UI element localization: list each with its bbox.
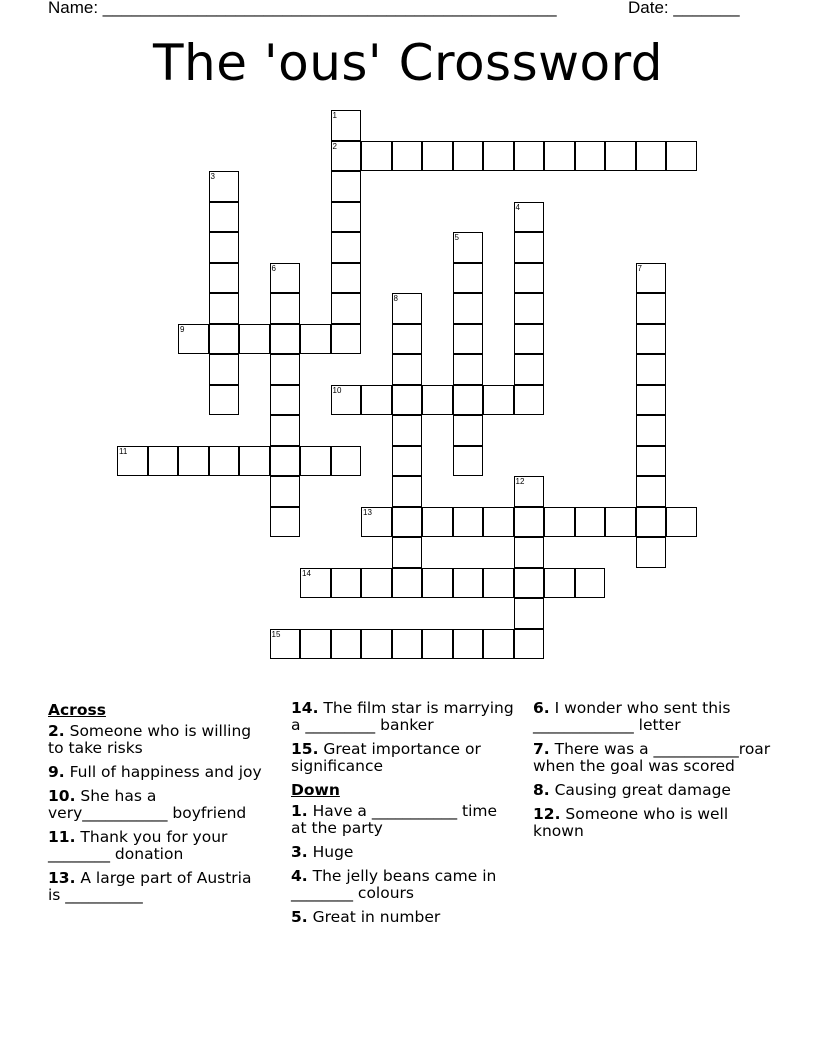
grid-cell[interactable] [331, 171, 362, 202]
grid-cell[interactable] [392, 568, 423, 599]
grid-cell[interactable] [392, 141, 423, 172]
grid-cell[interactable] [300, 446, 331, 477]
grid-cell[interactable] [575, 568, 606, 599]
clue-number: 4 [515, 202, 520, 212]
grid-cell[interactable] [453, 446, 484, 477]
grid-cell[interactable] [636, 354, 667, 385]
grid-cell[interactable] [636, 385, 667, 416]
grid-cell[interactable] [453, 507, 484, 538]
grid-cell[interactable] [392, 476, 423, 507]
clue-item-number: 8. [533, 781, 550, 799]
grid-cell[interactable] [453, 415, 484, 446]
grid-cell[interactable] [514, 293, 545, 324]
clue-item-text: Great importance or significance [291, 740, 481, 775]
grid-cell[interactable] [453, 141, 484, 172]
grid-cell[interactable] [361, 629, 392, 660]
grid-cell[interactable] [544, 141, 575, 172]
grid-cell[interactable] [575, 141, 606, 172]
clue-column-2 [291, 700, 516, 933]
clue-number: 15 [271, 629, 281, 639]
clue-number: 11 [119, 446, 128, 456]
clue-item [48, 764, 268, 781]
grid-cell[interactable] [239, 446, 270, 477]
grid-cell[interactable] [270, 354, 301, 385]
clue-item-text: There was a ___________roar when the goal was scored [533, 740, 771, 775]
grid-cell[interactable] [453, 293, 484, 324]
grid-cell[interactable] [331, 232, 362, 263]
grid-cell[interactable] [270, 385, 301, 416]
grid-cell[interactable] [178, 446, 209, 477]
grid-cell[interactable] [331, 263, 362, 294]
grid-cell[interactable] [300, 324, 331, 355]
grid-cell[interactable] [270, 507, 301, 538]
grid-cell[interactable] [361, 385, 392, 416]
grid-cell[interactable] [483, 629, 514, 660]
grid-cell[interactable] [209, 232, 240, 263]
grid-cell[interactable] [270, 629, 301, 660]
clue-number: 1 [332, 111, 337, 120]
grid-cell[interactable] [361, 568, 392, 599]
grid-cell[interactable] [514, 476, 545, 507]
clue-item [48, 870, 268, 904]
grid-cell[interactable] [453, 385, 484, 416]
grid-cell[interactable] [270, 324, 301, 355]
grid-cell[interactable] [209, 446, 240, 477]
grid-cell[interactable] [636, 263, 667, 294]
down-clue-list [291, 803, 516, 926]
grid-cell[interactable] [422, 141, 453, 172]
clue-item [533, 782, 773, 799]
grid-cell[interactable] [636, 446, 667, 477]
clue-item-text: Great in number [307, 908, 441, 926]
clue-item [291, 803, 516, 837]
grid-cell[interactable] [148, 446, 179, 477]
clue-number: 2 [332, 141, 337, 151]
grid-cell[interactable] [453, 629, 484, 660]
grid-cell[interactable] [392, 446, 423, 477]
clue-number: 8 [393, 294, 398, 303]
grid-cell[interactable] [514, 568, 545, 599]
grid-cell[interactable] [514, 537, 545, 568]
grid-cell[interactable] [331, 324, 362, 355]
grid-cell[interactable] [483, 568, 514, 599]
grid-cell[interactable] [331, 385, 362, 416]
grid-cell[interactable] [514, 324, 545, 355]
clue-number: 9 [180, 324, 185, 334]
clue-item-number: 14. [291, 699, 319, 717]
clue-item [533, 741, 773, 775]
grid-cell[interactable] [605, 507, 636, 538]
clue-item-text: She has a very___________ boyfriend [48, 787, 247, 822]
clue-item-text: Thank you for your ________ donation [48, 828, 228, 863]
grid-cell[interactable] [300, 568, 331, 599]
grid-cell[interactable] [331, 293, 362, 324]
clue-item-number: 15. [291, 740, 319, 758]
grid-cell[interactable] [453, 232, 484, 263]
grid-cell[interactable] [422, 385, 453, 416]
date-field-label: Date: _______ [628, 0, 740, 17]
grid-cell[interactable] [270, 293, 301, 324]
grid-cell[interactable] [331, 629, 362, 660]
clue-number: 7 [637, 263, 642, 273]
grid-cell[interactable] [392, 354, 423, 385]
grid-cell[interactable] [514, 385, 545, 416]
clue-item-number: 13. [48, 869, 76, 887]
clue-item-number: 1. [291, 802, 308, 820]
grid-cell[interactable] [453, 263, 484, 294]
clue-number: 12 [515, 477, 525, 486]
grid-cell[interactable] [361, 141, 392, 172]
grid-cell[interactable] [239, 324, 270, 355]
grid-cell[interactable] [666, 141, 697, 172]
grid-cell[interactable] [544, 568, 575, 599]
grid-cell[interactable] [270, 446, 301, 477]
grid-cell[interactable] [209, 385, 240, 416]
clue-item-text: Full of happiness and joy [64, 763, 262, 781]
grid-cell[interactable] [209, 354, 240, 385]
grid-cell[interactable] [270, 415, 301, 446]
grid-cell[interactable] [331, 446, 362, 477]
clue-number: 5 [454, 233, 459, 242]
clue-number: 3 [210, 172, 215, 181]
grid-cell[interactable] [331, 202, 362, 233]
grid-cell[interactable] [636, 141, 667, 172]
clue-item [291, 741, 516, 775]
grid-cell[interactable] [453, 324, 484, 355]
grid-cell[interactable] [483, 385, 514, 416]
grid-cell[interactable] [209, 324, 240, 355]
clue-item-text: Causing great damage [549, 781, 731, 799]
grid-cell[interactable] [636, 476, 667, 507]
grid-cell[interactable] [453, 354, 484, 385]
grid-cell[interactable] [392, 507, 423, 538]
grid-cell[interactable] [483, 507, 514, 538]
grid-cell[interactable] [361, 507, 392, 538]
clue-number: 14 [302, 568, 311, 578]
grid-cell[interactable] [392, 629, 423, 660]
grid-cell[interactable] [453, 568, 484, 599]
clue-item-text: The jelly beans came in ________ colours [291, 867, 497, 902]
grid-cell[interactable] [331, 568, 362, 599]
across-heading: Across [48, 701, 106, 719]
grid-cell[interactable] [270, 476, 301, 507]
clue-item-number: 2. [48, 722, 65, 740]
clue-item [48, 788, 268, 822]
grid-cell[interactable] [636, 507, 667, 538]
grid-cell[interactable] [392, 385, 423, 416]
clue-item [291, 844, 516, 861]
page-title: The 'ous' Crossword [152, 34, 664, 92]
clue-column-1 [48, 700, 268, 911]
grid-cell[interactable] [514, 598, 545, 629]
down-heading: Down [291, 781, 340, 799]
grid-cell[interactable] [636, 324, 667, 355]
grid-cell[interactable] [514, 629, 545, 660]
clue-item-number: 3. [291, 843, 308, 861]
grid-cell[interactable] [636, 293, 667, 324]
clue-item-text: Huge [307, 843, 354, 861]
grid-cell[interactable] [514, 232, 545, 263]
grid-cell[interactable] [514, 263, 545, 294]
grid-cell[interactable] [209, 263, 240, 294]
clue-item-text: Someone who is willing to take risks [48, 722, 252, 757]
name-field-label: Name: ________________________________________________ [48, 0, 557, 17]
grid-cell[interactable] [422, 568, 453, 599]
grid-cell[interactable] [575, 507, 606, 538]
grid-cell[interactable] [331, 141, 362, 172]
grid-cell[interactable] [666, 507, 697, 538]
clue-item-text: I wonder who sent this _____________ letter [533, 699, 731, 734]
grid-cell[interactable] [514, 507, 545, 538]
clue-item-number: 10. [48, 787, 76, 805]
grid-cell[interactable] [392, 537, 423, 568]
grid-cell[interactable] [117, 446, 148, 477]
across-clue-list-continued [291, 700, 516, 775]
grid-cell[interactable] [392, 415, 423, 446]
clue-item [533, 700, 773, 734]
down-clue-list-continued [533, 700, 773, 840]
clue-item-text: Someone who is well known [533, 805, 729, 840]
grid-cell[interactable] [392, 293, 423, 324]
clue-item-number: 12. [533, 805, 561, 823]
clue-item-number: 11. [48, 828, 76, 846]
grid-cell[interactable] [209, 293, 240, 324]
grid-cell[interactable] [544, 507, 575, 538]
clue-item-text: A large part of Austria is __________ [48, 869, 252, 904]
across-clue-list [48, 723, 268, 904]
grid-cell[interactable] [422, 507, 453, 538]
clue-item [291, 868, 516, 902]
grid-cell[interactable] [209, 171, 240, 202]
clue-number: 13 [363, 507, 372, 517]
grid-cell[interactable] [392, 324, 423, 355]
grid-cell[interactable] [483, 141, 514, 172]
clue-item-number: 5. [291, 908, 308, 926]
clue-item [291, 909, 516, 926]
grid-cell[interactable] [422, 629, 453, 660]
grid-cell[interactable] [178, 324, 209, 355]
grid-cell[interactable] [300, 629, 331, 660]
clue-item [48, 829, 268, 863]
grid-cell[interactable] [636, 537, 667, 568]
grid-cell[interactable] [514, 141, 545, 172]
grid-cell[interactable] [514, 202, 545, 233]
clue-number: 10 [332, 385, 342, 395]
grid-cell[interactable] [605, 141, 636, 172]
clue-item [48, 723, 268, 757]
grid-cell[interactable] [209, 202, 240, 233]
grid-cell[interactable] [514, 354, 545, 385]
clue-item-text: The film star is marrying a _________ banker [291, 699, 514, 734]
clue-item-text: Have a ___________ time at the party [291, 802, 498, 837]
clue-item-number: 4. [291, 867, 308, 885]
clue-item [291, 700, 516, 734]
clue-number: 6 [271, 263, 276, 273]
clue-item-number: 7. [533, 740, 550, 758]
grid-cell[interactable] [331, 110, 362, 141]
clue-item-number: 6. [533, 699, 550, 717]
grid-cell[interactable] [270, 263, 301, 294]
clue-item-number: 9. [48, 763, 65, 781]
clue-item [533, 806, 773, 840]
grid-cell[interactable] [636, 415, 667, 446]
clue-column-3 [533, 700, 773, 847]
